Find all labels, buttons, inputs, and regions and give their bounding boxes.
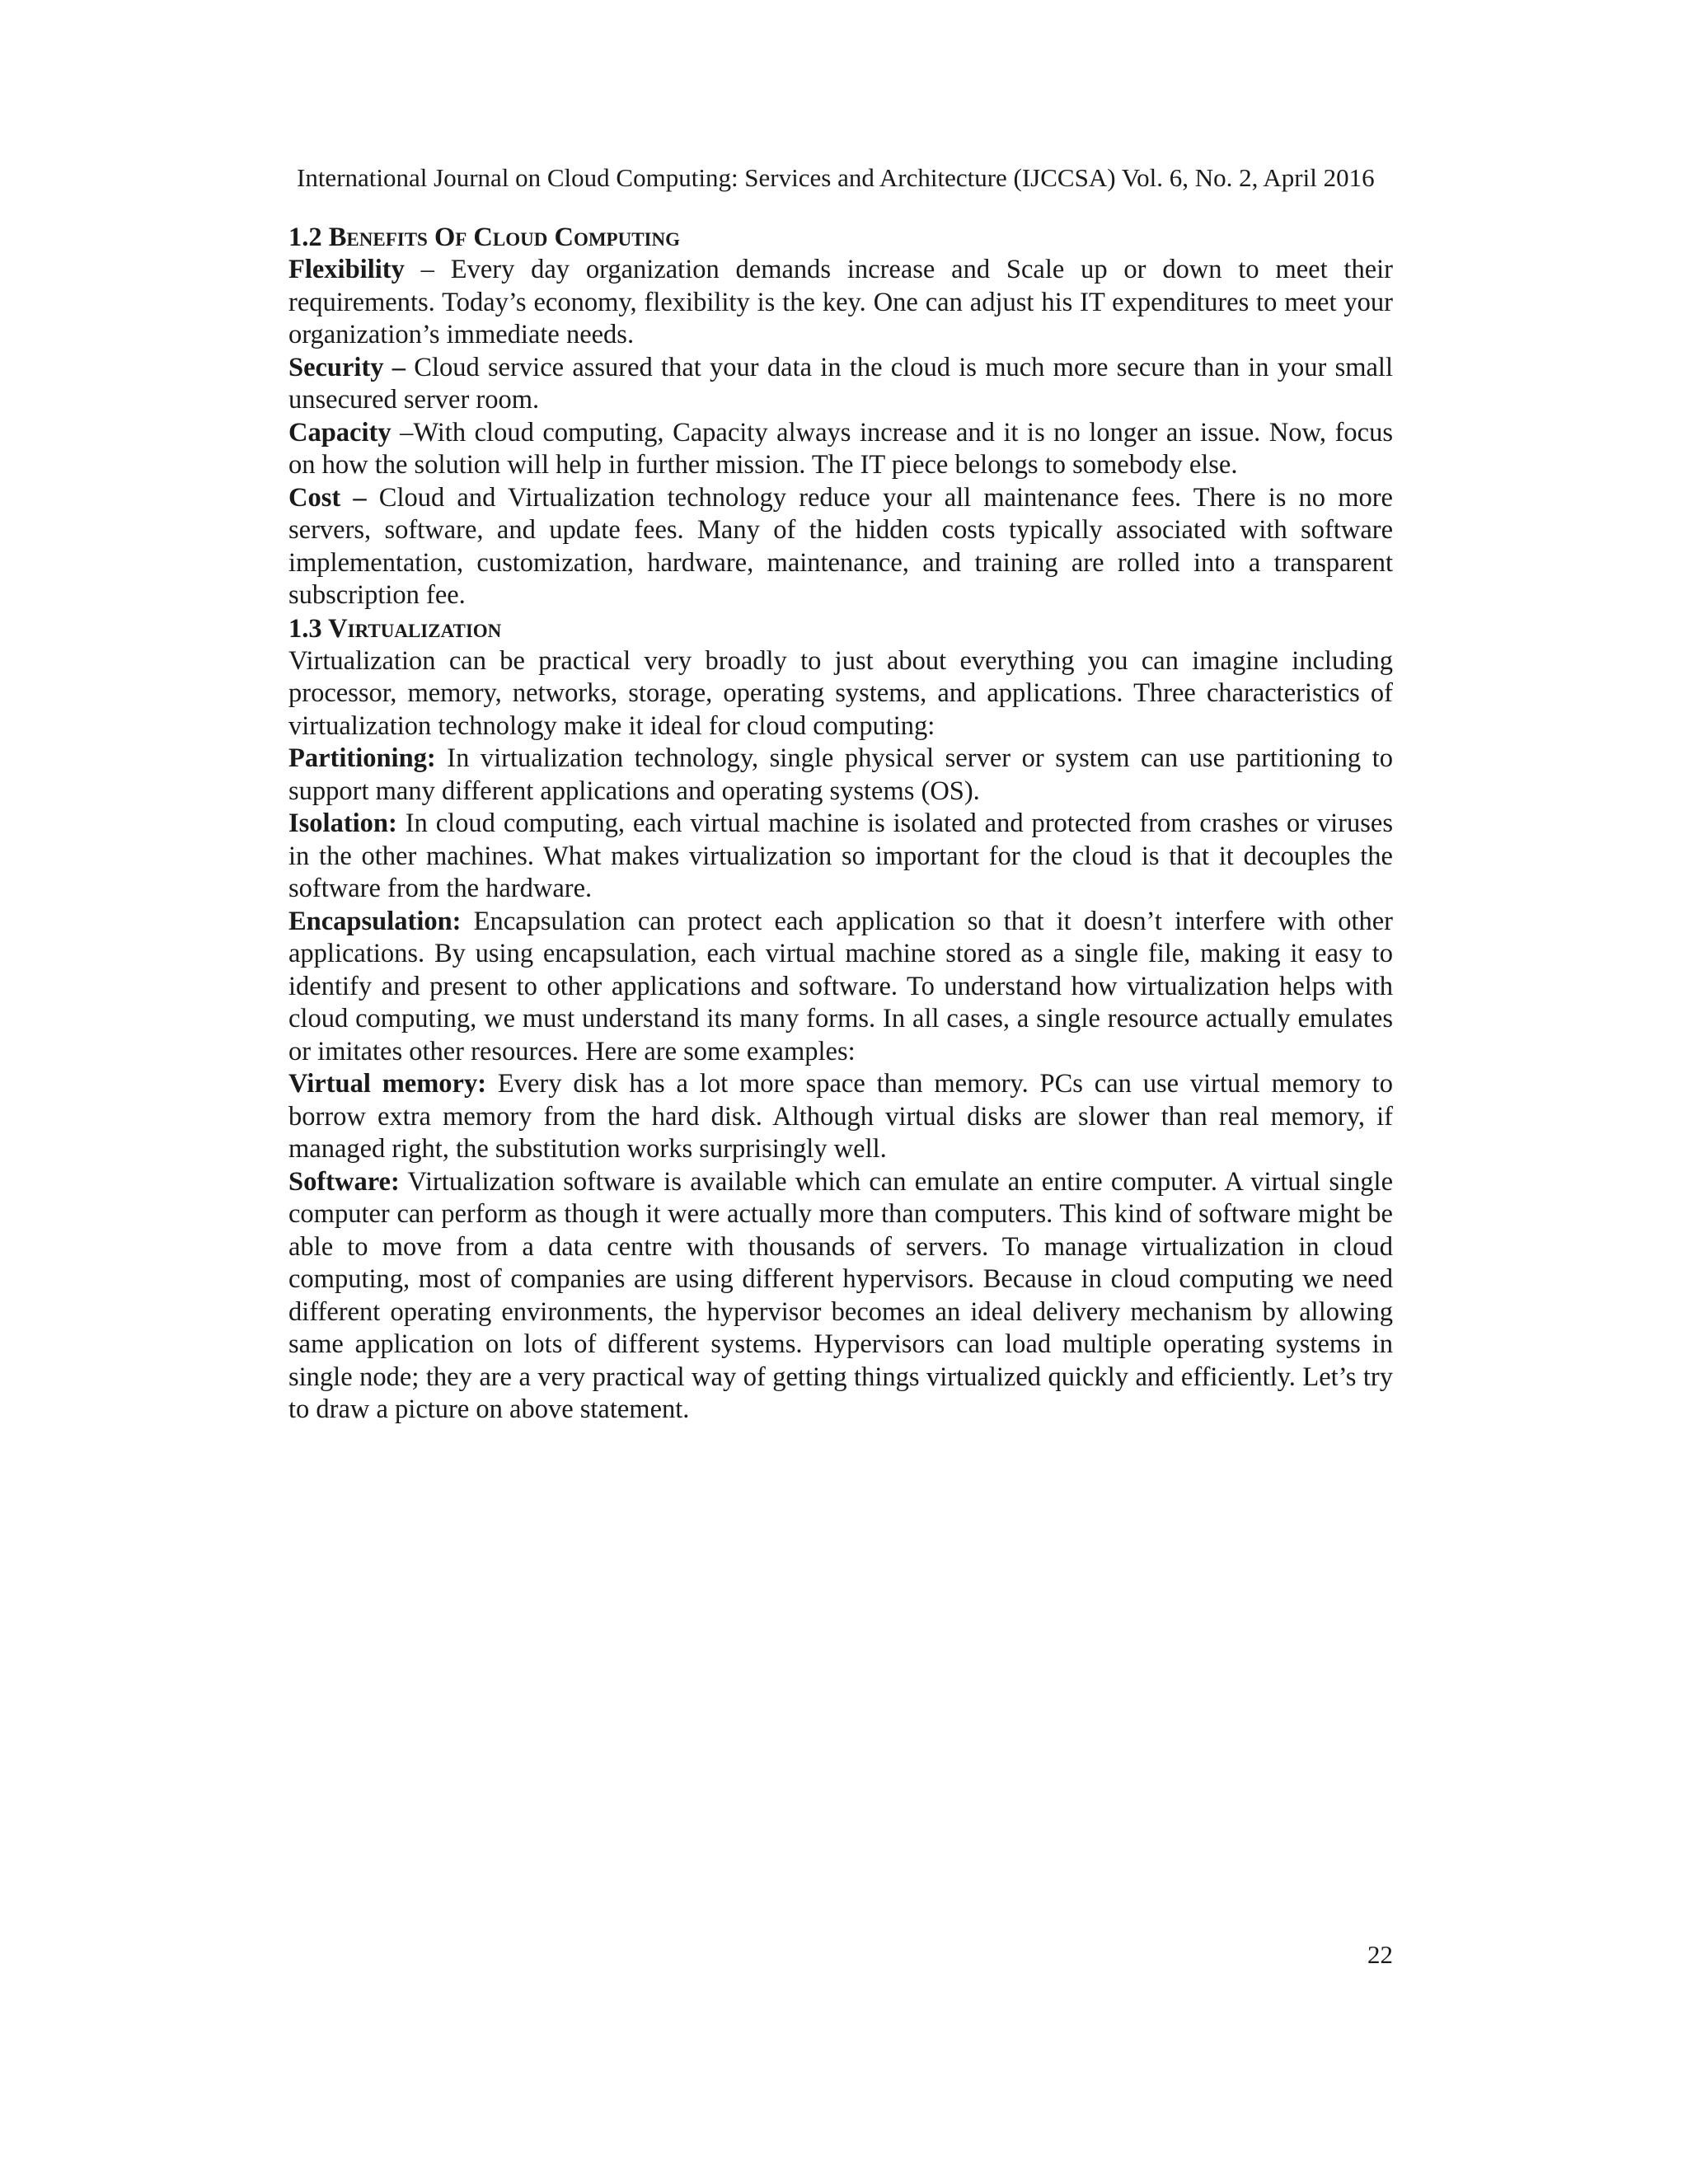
paragraph-text: In cloud computing, each virtual machine is isolated and protected from crashes or viruses in the other machines. What makes virtualization so important for the cloud is that it decouples the software from the hardware. bbox=[288, 808, 1393, 903]
term-partitioning: Partitioning: bbox=[288, 743, 436, 773]
term-virtual-memory: Virtual memory: bbox=[288, 1069, 487, 1099]
term-capacity: Capacity bbox=[288, 417, 392, 448]
paragraph-software bbox=[288, 1166, 1393, 1427]
paragraph-security bbox=[288, 352, 1393, 417]
section-title: Benefits Of Cloud Computing bbox=[328, 223, 680, 252]
page-number: 22 bbox=[1367, 1940, 1393, 1969]
paragraph-partitioning bbox=[288, 743, 1393, 808]
term-software: Software: bbox=[288, 1166, 400, 1197]
term-security: Security – bbox=[288, 352, 406, 382]
paragraph-cost bbox=[288, 482, 1393, 612]
paragraph-flexibility bbox=[288, 254, 1393, 352]
paragraph-text: Every disk has a lot more space than memory. PCs can use virtual memory to borrow extra memory from the hard disk. Although virtual disks are slower than real memory, if managed right, the substitution works surprisingly well. bbox=[288, 1069, 1393, 1164]
paragraph-isolation bbox=[288, 808, 1393, 906]
section-title: Virtualization bbox=[328, 613, 502, 644]
paragraph-encapsulation bbox=[288, 906, 1393, 1069]
section-heading-virtualization bbox=[288, 612, 1393, 645]
term-encapsulation: Encapsulation: bbox=[288, 906, 462, 936]
section-number: 1.2 bbox=[288, 223, 322, 252]
paragraph-text: –With cloud computing, Capacity always increase and it is no longer an issue. Now, focus on how the solution will help in further mission. The IT piece belongs to somebody else. bbox=[288, 417, 1393, 480]
paragraph-virtualization-intro: Virtualization can be practical very broadly to just about everything you can imagine including processor, memory, networks, storage, operating systems, and applications. Three characteristics of virtualization technology make it ideal for cloud computing: bbox=[288, 645, 1393, 741]
paragraph-capacity bbox=[288, 417, 1393, 482]
paragraph-text: Cloud service assured that your data in the cloud is much more secure than in your small unsecured server room. bbox=[288, 352, 1393, 415]
running-header: International Journal on Cloud Computing: Services and Architecture (IJCCSA) Vol. 6, No. 2, April 2016 bbox=[297, 163, 1375, 192]
paragraph-text: In virtualization technology, single physical server or system can use partitioning to support many different applications and operating systems (OS). bbox=[288, 743, 1393, 806]
section-heading-benefits bbox=[288, 221, 1393, 254]
paragraph-text: Virtualization software is available which can emulate an entire computer. A virtual single computer can perform as though it were actually more than computers. This kind of software might be able to move from a data centre with thousands of servers. To manage virtualization in cloud computing, most of companies are using different hypervisors. Because in cloud computing we need different operating environments, the hypervisor becomes an ideal delivery mechanism by allowing same application on lots of different systems. Hypervisors can load multiple operating systems in single node; they are a very practical way of getting things virtualized quickly and efficiently. Let’s try to draw a picture on above statement. bbox=[288, 1166, 1393, 1424]
term-flexibility: Flexibility bbox=[288, 255, 405, 284]
paragraph-text: Encapsulation can protect each application so that it doesn’t interfere with other applications. By using encapsulation, each virtual machine stored as a single file, making it easy to identify and present to other applications and software. To understand how virtualization helps with cloud computing, we must understand its many forms. In all cases, a single resource actually emulates or imitates other resources. Here are some examples: bbox=[288, 906, 1393, 1066]
paragraph-text: – Every day organization demands increase and Scale up or down to meet their requirements. Today’s economy, flexibility is the key. One can adjust his IT expenditures to meet your organization’s immediate needs. bbox=[288, 255, 1393, 349]
page-body bbox=[288, 221, 1393, 1427]
paragraph-virtual-memory bbox=[288, 1068, 1393, 1166]
paragraph-text: Cloud and Virtualization technology reduce your all maintenance fees. There is no more servers, software, and update fees. Many of the hidden costs typically associated with software implementation, customization, hardware, maintenance, and training are rolled into a transparent subscription fee. bbox=[288, 482, 1393, 610]
term-cost: Cost – bbox=[288, 482, 367, 513]
section-number: 1.3 bbox=[288, 613, 322, 644]
term-isolation: Isolation: bbox=[288, 808, 397, 838]
